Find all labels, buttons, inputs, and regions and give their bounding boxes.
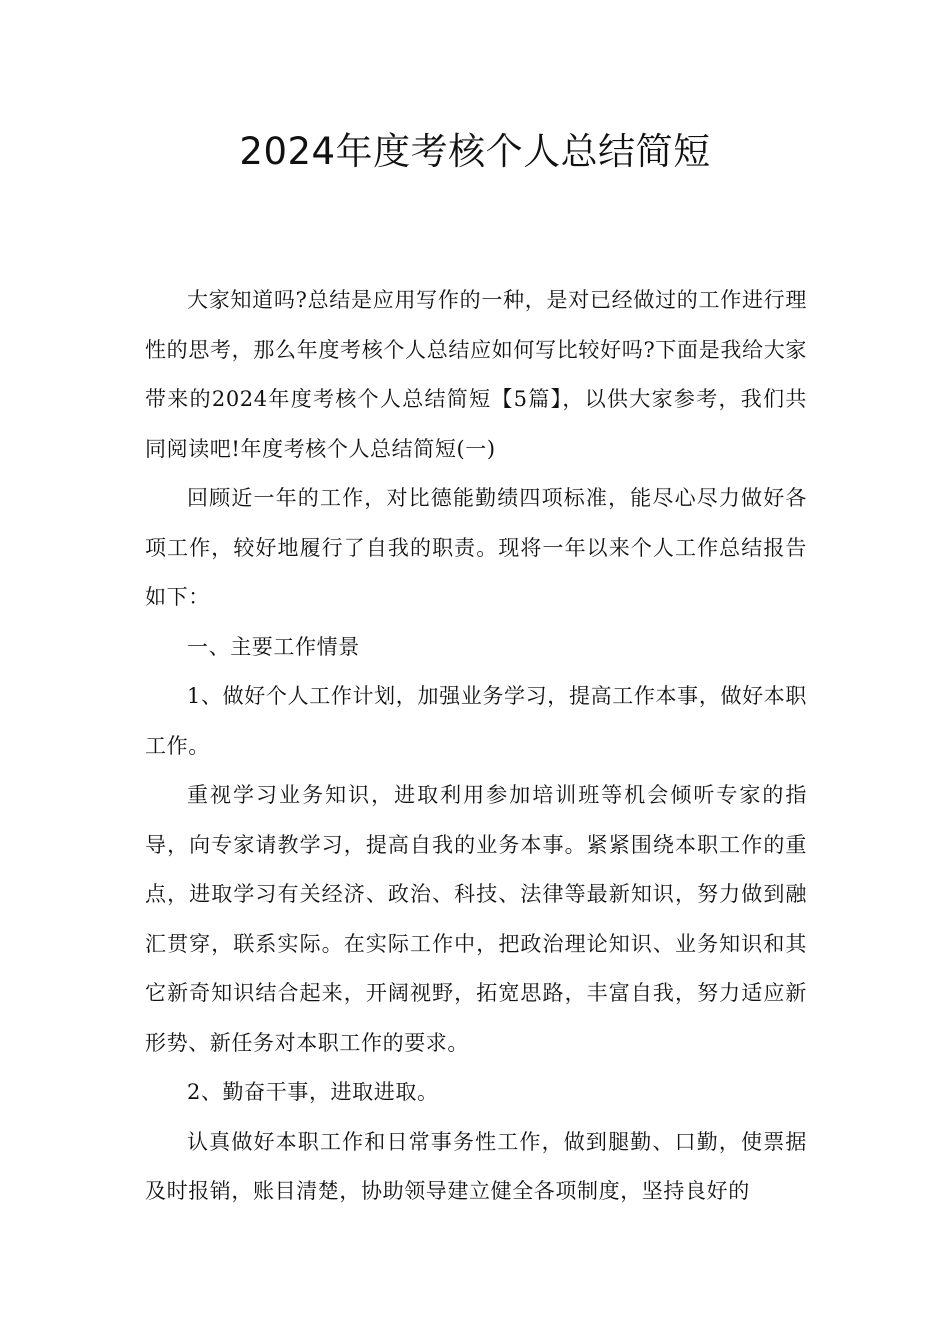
item-heading-1: 1、做好个人工作计划，加强业务学习，提高工作本事，做好本职工作。 (145, 684, 807, 758)
paragraph-intro: 大家知道吗?总结是应用写作的一种，是对已经做过的工作进行理性的思考，那么年度考核个人总结应如何写比较好吗?下面是我给大家带来的2024年度考核个人总结简短【5篇】，以供大家参考，我们共同阅读吧!年度考核个人总结简短(一) (145, 288, 807, 461)
document-title: 2024年度考核个人总结简短 (239, 130, 711, 173)
section-heading-main-work: 一、主要工作情景 (187, 634, 360, 659)
paragraph-duties: 认真做好本职工作和日常事务性工作，做到腿勤、口勤，使票据及时报销，账目清楚，协助领导建立健全各项制度，坚持良好的 (145, 1129, 807, 1203)
document-body (145, 276, 807, 1217)
paragraph-study: 重视学习业务知识，进取利用参加培训班等机会倾听专家的指导，向专家请教学习，提高自我的业务本事。紧紧围绕本职工作的重点，进取学习有关经济、政治、科技、法律等最新知识，努力做到融汇贯穿，联系实际。在实际工作中，把政治理论知识、业务知识和其它新奇知识结合起来，开阔视野，拓宽思路，丰富自我，努力适应新形势、新任务对本职工作的要求。 (145, 783, 807, 1055)
item-heading-2: 2、勤奋干事，进取进取。 (187, 1080, 439, 1104)
paragraph-review: 回顾近一年的工作，对比德能勤绩四项标准，能尽心尽力做好各项工作，较好地履行了自我的职责。现将一年以来个人工作总结报告如下： (145, 486, 807, 609)
